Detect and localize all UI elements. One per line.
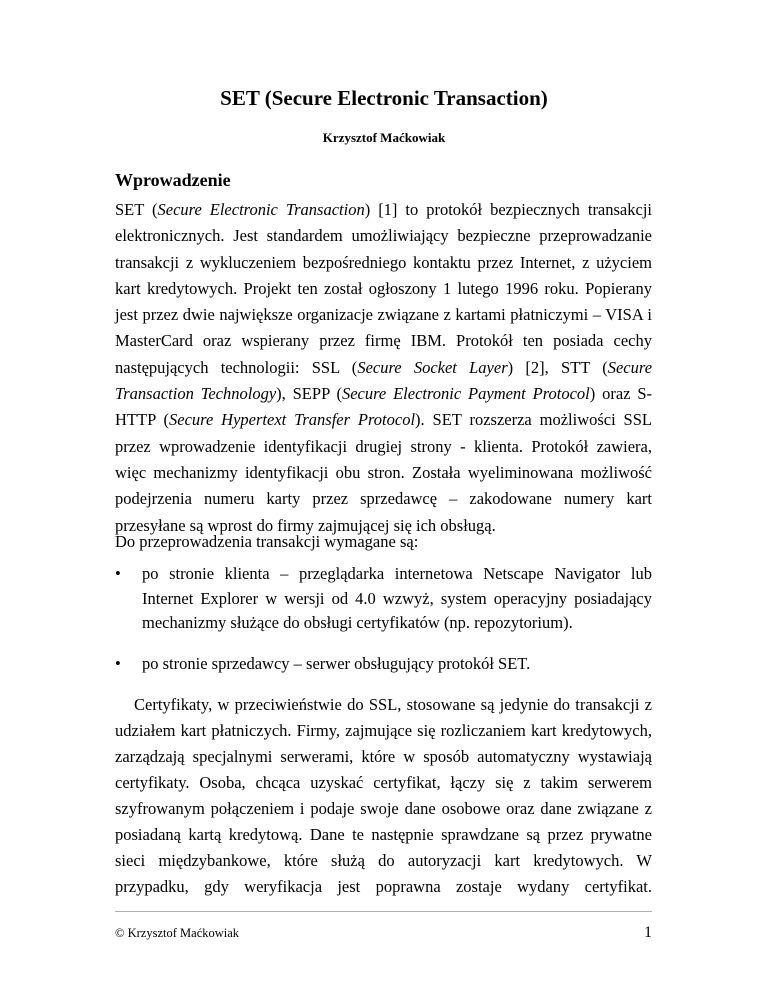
text-run: ). SET rozszerza możliwości SSL (415, 410, 652, 430)
paragraph-line: kart kredytowych. Projekt ten został ogłoszony 1 lutego 1996 roku. Popierany (115, 278, 652, 298)
list-line: mechanizmy służące do obsługi certyfikatów (np. repozytorium). (142, 613, 573, 632)
text-run: ), SEPP ( (276, 384, 342, 404)
section-heading: Wprowadzenie (115, 170, 231, 190)
italic-term: Secure Socket Layer (357, 357, 508, 377)
paragraph-line: przez wprowadzenie identyfikacji drugiej strony - klienta. Protokół zawiera, (115, 436, 652, 456)
list-item (115, 562, 652, 636)
paragraph-line: zarządzają specjalnymi serwerami, które w sposób automatyczny wystawiają (115, 747, 652, 766)
paragraph-line: sieci międzybankowe, które służą do autoryzacji kart kredytowych. W (115, 851, 652, 870)
italic-term: Secure Electronic Transaction (157, 200, 365, 219)
paragraph-line: Certyfikaty, w przeciwieństwie do SSL, stosowane są jedynie do transakcji z (134, 695, 652, 714)
paragraph-line: udziałem kart płatniczych. Firmy, zajmujące się rozliczaniem kart kredytowych, (115, 721, 652, 740)
paragraph-line (115, 355, 652, 381)
text-run: następujących technologii: SSL ( (115, 357, 358, 377)
certificates-paragraph (115, 692, 652, 900)
paragraph-line: elektronicznych. Jest standardem umożliwiający bezpieczne przeprowadzanie (115, 226, 652, 246)
footer-divider (115, 911, 652, 912)
paragraph-line: posiadaną kartą kredytową. Dane te następnie sprawdzane są przez prywatne (115, 825, 652, 844)
list-line: Internet Explorer w wersji od 4.0 wzwyż, system operacyjny posiadający (142, 588, 652, 608)
paragraph-line: więc mechanizmy identyfikacji obu stron. Została wyeliminowana możliwość (115, 462, 652, 482)
text-run: HTTP ( (115, 410, 170, 430)
italic-term: Secure (607, 357, 653, 377)
footer-copyright: © Krzysztof Maćkowiak (115, 926, 240, 940)
paragraph-line: przypadku, gdy weryfikacja jest poprawna zostaje wydany certyfikat. (115, 877, 652, 896)
paragraph-line: szyfrowanym połączeniem i podaje swoje dane osobowe oraz dane związane z (115, 799, 652, 818)
list-item (115, 652, 652, 677)
italic-term: Secure Electronic Payment Protocol (341, 384, 590, 404)
paragraph-line (115, 197, 652, 223)
paragraph-line: jest przez dwie największe organizacje związane z kartami płatniczymi – VISA i (115, 305, 652, 325)
intro-paragraph (115, 197, 652, 539)
bullet-icon: • (115, 654, 121, 673)
text-run: SET ( (115, 200, 158, 219)
paragraph-line (115, 381, 652, 407)
list-line: po stronie sprzedawcy – serwer obsługujący protokół SET. (142, 654, 531, 673)
bullet-icon: • (115, 564, 121, 583)
paragraph-line: certyfikaty. Osoba, chcąca uzyskać certyfikat, łączy się z takim serwerem (115, 773, 652, 792)
italic-term: Secure Hypertext Transfer Protocol (169, 410, 416, 430)
text-run: ) [1] to protokół bezpiecznych transakcji (364, 200, 652, 219)
paragraph-line: transakcji z wykluczeniem bezpośredniego kontaktu przez Internet, z użyciem (115, 252, 652, 272)
text-run: ) oraz S- (589, 384, 652, 404)
paragraph-line: podejrzenia numeru karty przez sprzedawcę – zakodowane numery kart (115, 489, 652, 509)
paragraph-line (115, 407, 652, 433)
paragraph-line: MasterCard oraz wspierany przez firmę IBM. Protokół ten posiada cechy (115, 331, 652, 351)
document-title: SET (Secure Electronic Transaction) (220, 86, 548, 110)
italic-term: Transaction Technology (115, 384, 277, 404)
text-run: ) [2], STT ( (507, 357, 608, 377)
requirements-intro: Do przeprowadzenia transakcji wymagane są: (115, 532, 419, 551)
paragraph-line: przesyłane są wprost do firmy zajmującej się ich obsługą. (115, 515, 496, 535)
list-line: po stronie klienta – przeglądarka internetowa Netscape Navigator lub (142, 564, 652, 583)
document-author: Krzysztof Maćkowiak (322, 130, 446, 145)
page-number: 1 (644, 924, 652, 941)
